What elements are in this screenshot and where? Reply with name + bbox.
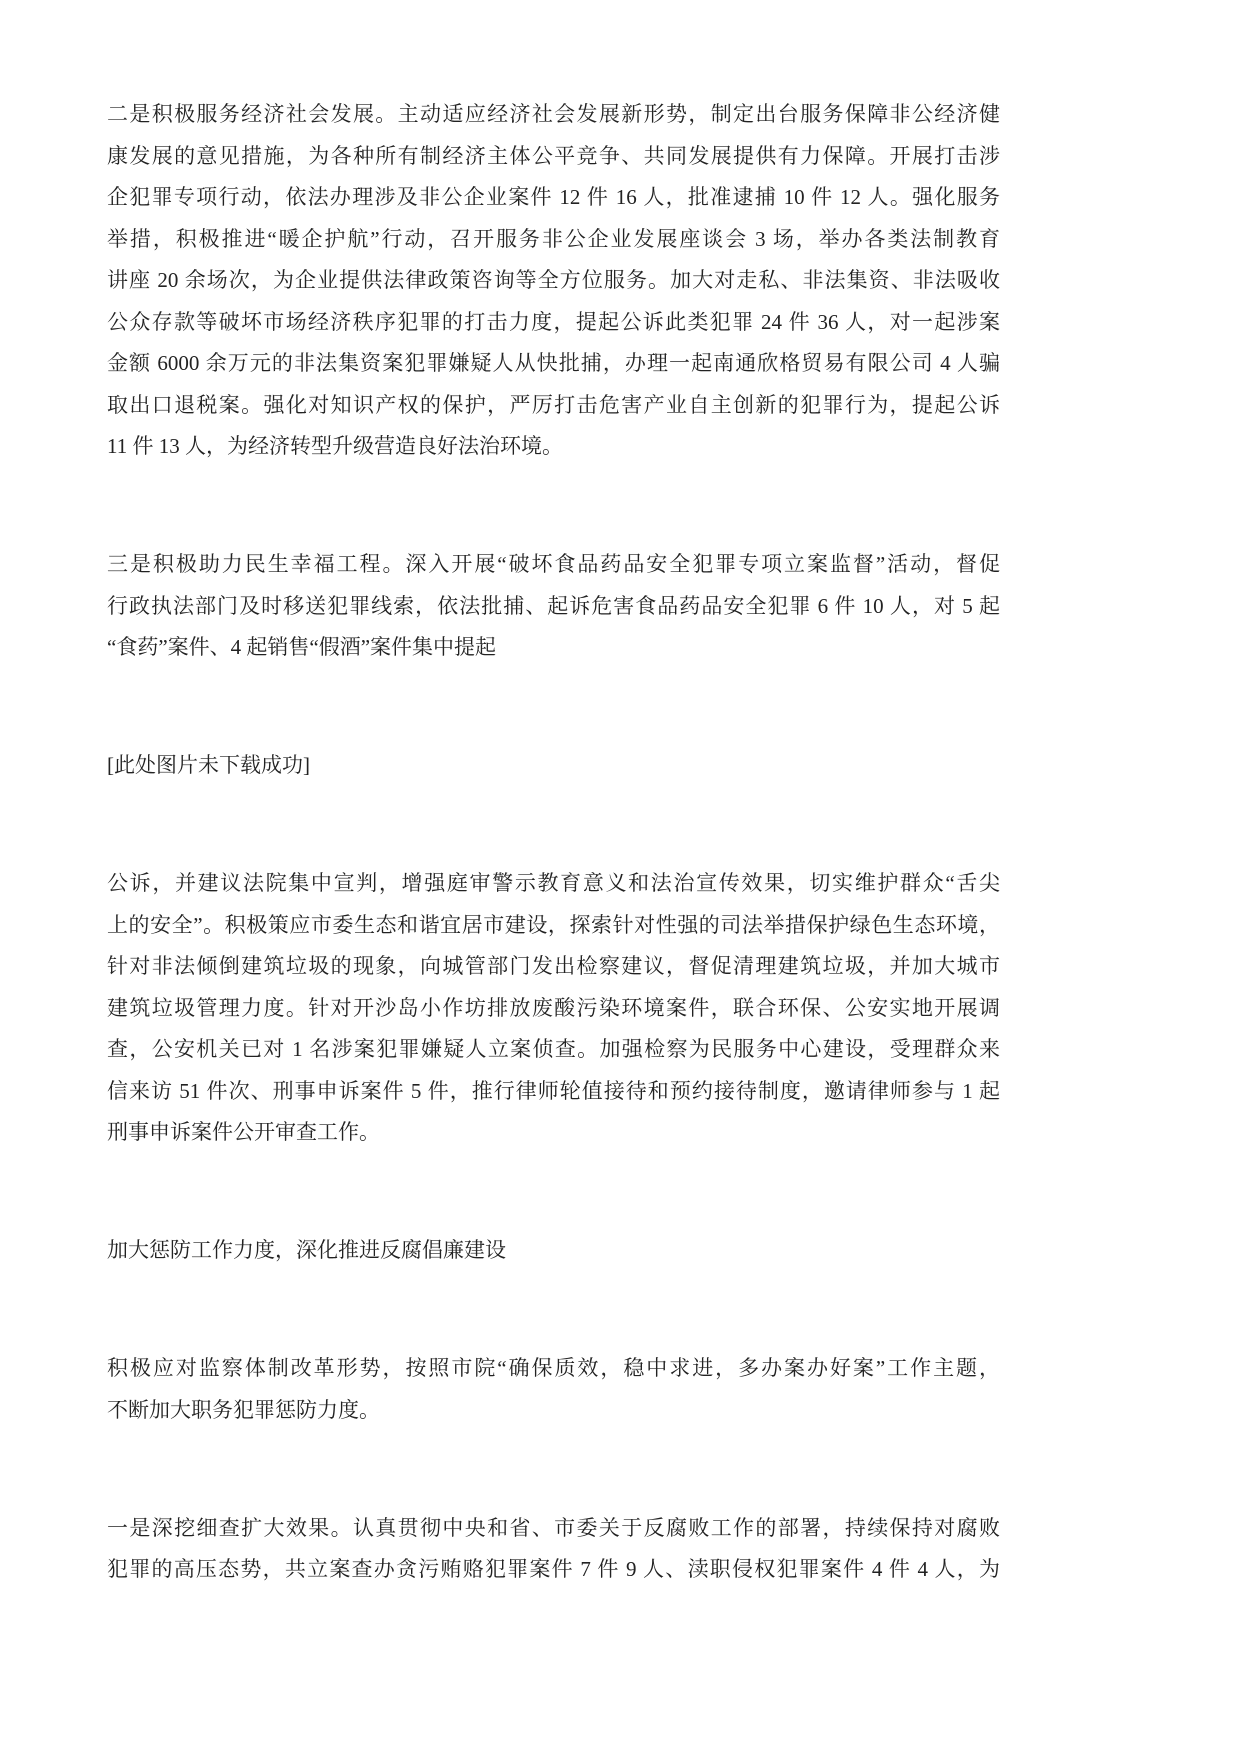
heading-text: 加大惩防工作力度，深化推进反腐倡廉建设 xyxy=(107,1238,506,1262)
text-line: 建筑垃圾管理力度。针对开沙岛小作坊排放废酸污染环境案件，联合环保、公安实地开展调 xyxy=(107,995,1000,1020)
paragraph-livelihood-continued xyxy=(107,863,1000,1154)
paragraph-economic-service xyxy=(107,94,1000,468)
text-line: 不断加大职务犯罪惩防力度。 xyxy=(107,1397,380,1422)
paragraph-livelihood xyxy=(107,544,1000,669)
paragraph-supervision-reform xyxy=(107,1348,1000,1431)
text-line: 取出口退税案。强化对知识产权的保护，严厉打击危害产业自主创新的犯罪行为，提起公诉 xyxy=(107,392,1000,417)
text-line: 讲座 20 余场次，为企业提供法律政策咨询等全方位服务。加大对走私、非法集资、非法吸收 xyxy=(107,268,1000,292)
text-line: 信来访 51 件次、刑事申诉案件 5 件，推行律师轮值接待和预约接待制度，邀请律师参与 1 起 xyxy=(107,1078,1000,1103)
text-line: 刑事申诉案件公开审查工作。 xyxy=(107,1120,380,1144)
text-line: 11 件 13 人，为经济转型升级营造良好法治环境。 xyxy=(107,434,563,458)
text-line: 二是积极服务经济社会发展。主动适应经济社会发展新形势，制定出台服务保障非公经济健 xyxy=(107,102,1000,126)
text-line: 金额 6000 余万元的非法集资案犯罪嫌疑人从快批捕，办理一起南通欣格贸易有限公司 4 人骗 xyxy=(107,351,1000,375)
text-line: “食药”案件、4 起销售“假酒”案件集中提起 xyxy=(107,635,497,659)
text-line: 公诉，并建议法院集中宣判，增强庭审警示教育意义和法治宣传效果，切实维护群众“舌尖 xyxy=(107,871,1000,895)
section-heading xyxy=(107,1230,1000,1272)
text-line: 企犯罪专项行动，依法办理涉及非公企业案件 12 件 16 人，批准逮捕 10 件 12 人。强化服务 xyxy=(107,185,1000,209)
text-line: 犯罪的高压态势，共立案查办贪污贿赂犯罪案件 7 件 9 人、渎职侵权犯罪案件 4 件 4 人，为 xyxy=(107,1557,1000,1581)
text-line: 行政执法部门及时移送犯罪线索，依法批捕、起诉危害食品药品安全犯罪 6 件 10 人，对 5 起 xyxy=(107,593,1000,618)
text-line: 针对非法倾倒建筑垃圾的现象，向城管部门发出检察建议，督促清理建筑垃圾，并加大城市 xyxy=(107,954,1000,978)
text-line: 三是积极助力民生幸福工程。深入开展“破坏食品药品安全犯罪专项立案监督”活动，督促 xyxy=(107,552,1000,576)
placeholder-text: [此处图片未下载成功] xyxy=(107,753,310,777)
paragraph-anti-corruption xyxy=(107,1508,1000,1591)
image-missing-placeholder xyxy=(107,745,1000,787)
text-line: 一是深挖细查扩大效果。认真贯彻中央和省、市委关于反腐败工作的部署，持续保持对腐败 xyxy=(107,1515,1000,1540)
text-line: 公众存款等破坏市场经济秩序犯罪的打击力度，提起公诉此类犯罪 24 件 36 人，对一起涉案 xyxy=(107,309,1000,334)
text-line: 查，公安机关已对 1 名涉案犯罪嫌疑人立案侦查。加强检察为民服务中心建设，受理群众来 xyxy=(107,1037,1000,1061)
text-line: 上的安全”。积极策应市委生态和谐宜居市建设，探索针对性强的司法举措保护绿色生态环境， xyxy=(107,912,1000,937)
text-line: 康发展的意见措施，为各种所有制经济主体公平竞争、共同发展提供有力保障。开展打击涉 xyxy=(107,143,1000,168)
text-line: 积极应对监察体制改革形势，按照市院“确保质效，稳中求进，多办案办好案”工作主题， xyxy=(107,1356,1000,1380)
text-line: 举措，积极推进“暖企护航”行动，召开服务非公企业发展座谈会 3 场，举办各类法制教育 xyxy=(107,226,1000,251)
